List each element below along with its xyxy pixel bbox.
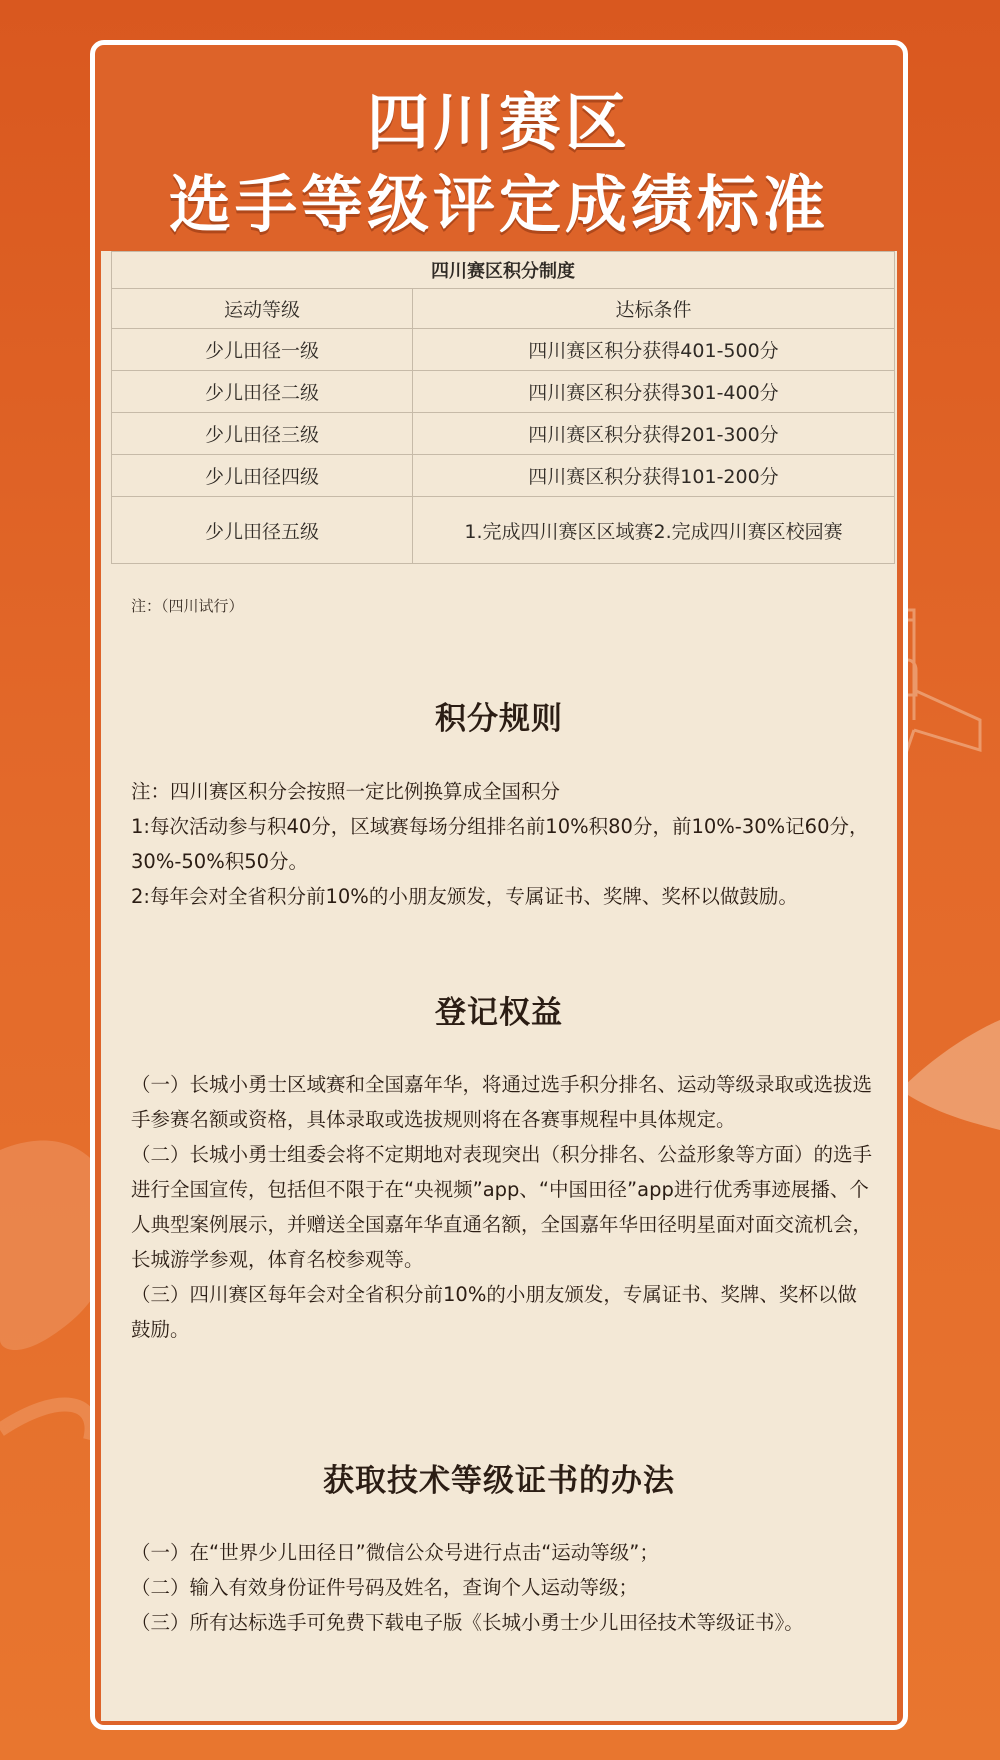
table-caption: 四川赛区积分制度: [112, 252, 895, 289]
paragraph: （三）四川赛区每年会对全省积分前10%的小朋友颁发，专属证书、奖牌、奖杯以做鼓励。: [131, 1283, 857, 1341]
section-title-points-rules: 积分规则: [435, 701, 563, 737]
paragraph: （三）所有达标选手可免费下载电子版《长城小勇士少儿田径技术等级证书》。: [131, 1611, 804, 1634]
table-row: [112, 371, 895, 413]
table-row: [112, 497, 895, 564]
level-cell: 少儿田径四级: [112, 455, 413, 497]
condition-cell: 四川赛区积分获得201-300分: [413, 413, 895, 455]
paragraph: （二）长城小勇士组委会将不定期地对表现突出（积分排名、公益形象等方面）的选手进行全国宣传，包括但不限于在“央视频”app、“中国田径”app进行优秀事迹展播、个人典型案例展示，并赠送全国嘉年华直通名额，全国嘉年华田径明星面对面交流机会，长城游学参观，体育名校参观等。: [131, 1143, 873, 1271]
paragraph: （一）长城小勇士区域赛和全国嘉年华，将通过选手积分排名、运动等级录取或选拔选手参赛名额或资格，具体录取或选拔规则将在各赛事规程中具体规定。: [131, 1073, 873, 1131]
condition-cell: 1.完成四川赛区区域赛2.完成四川赛区校园赛: [413, 497, 895, 564]
table-caption-row: [112, 252, 895, 289]
condition-cell: 四川赛区积分获得301-400分: [413, 371, 895, 413]
certificate-body: [131, 1535, 875, 1640]
table-note: 注：（四川试行）: [131, 597, 244, 615]
points-rules-body: [131, 774, 875, 914]
level-cell: 少儿田径二级: [112, 371, 413, 413]
level-cell: 少儿田径一级: [112, 329, 413, 371]
table-row: [112, 413, 895, 455]
poster-frame: [90, 40, 908, 1730]
benefits-body: [131, 1067, 875, 1347]
main-title-line-2: 选手等级评定成绩标准: [168, 168, 829, 241]
condition-cell: 四川赛区积分获得101-200分: [413, 455, 895, 497]
column-header-level: 运动等级: [112, 289, 413, 329]
paragraph: （一）在“世界少儿田径日”微信公众号进行点击“运动等级”；: [131, 1541, 659, 1564]
score-standards-table: [111, 251, 895, 564]
section-title-benefits: 登记权益: [435, 995, 563, 1031]
paragraph: 1:每次活动参与积40分，区域赛每场分组排名前10%积80分，前10%-30%记60分，30%-50%积50分。: [131, 815, 869, 873]
column-header-condition: 达标条件: [413, 289, 895, 329]
section-title-certificate: 获取技术等级证书的办法: [323, 1463, 675, 1499]
condition-cell: 四川赛区积分获得401-500分: [413, 329, 895, 371]
table-row: [112, 455, 895, 497]
main-title-line-1: 四川赛区: [366, 86, 631, 159]
paragraph: （二）输入有效身份证件号码及姓名，查询个人运动等级；: [131, 1576, 639, 1599]
content-panel: [101, 251, 897, 1721]
paragraph: 注：四川赛区积分会按照一定比例换算成全国积分: [131, 780, 561, 803]
table-header-row: [112, 289, 895, 329]
paragraph: 2:每年会对全省积分前10%的小朋友颁发，专属证书、奖牌、奖杯以做鼓励。: [131, 885, 798, 908]
table-row: [112, 329, 895, 371]
level-cell: 少儿田径三级: [112, 413, 413, 455]
level-cell: 少儿田径五级: [112, 497, 413, 564]
